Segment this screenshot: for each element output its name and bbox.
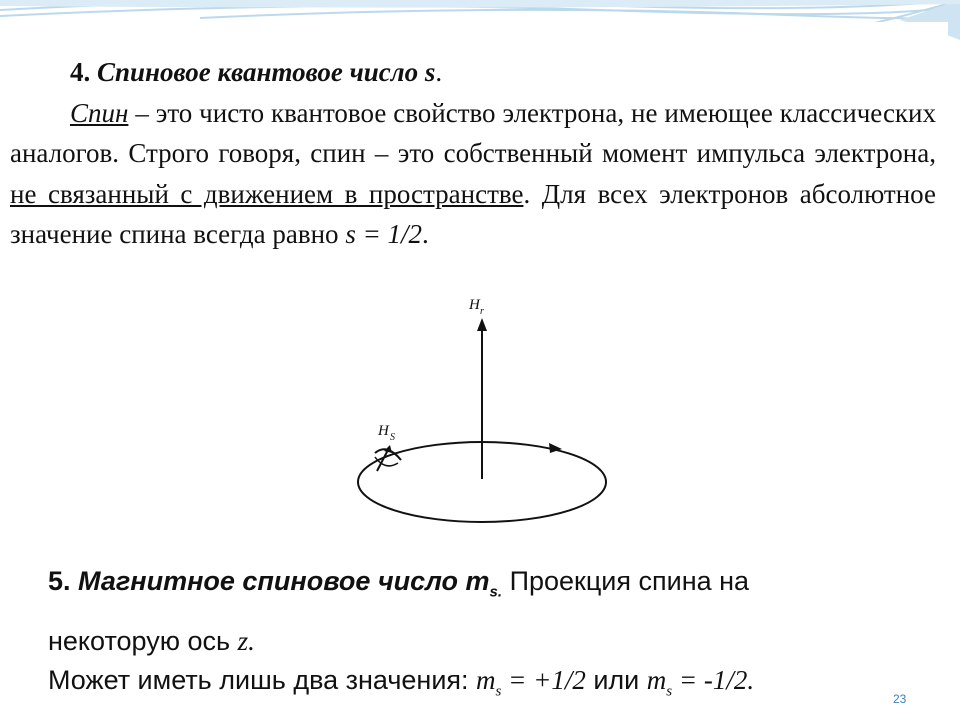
section-5-text	[48, 562, 928, 711]
ms-symbol-2: m	[646, 665, 667, 696]
hr-label-sub: r	[480, 306, 484, 317]
section-5-title-sub: s.	[489, 583, 503, 601]
spin-diagram	[343, 285, 625, 543]
section-5-title: Магнитное спиновое число m	[70, 566, 490, 596]
spin-term: Спин	[70, 97, 129, 128]
ms-symbol-1: m	[476, 665, 496, 696]
section-5-line-2-text: некоторую ось	[48, 626, 238, 657]
electron-spin-symbol	[375, 445, 401, 471]
page-number: 23	[893, 692, 907, 706]
section-5-text-a: Проекция спина на	[502, 566, 750, 596]
section-4-title: Спиновое квантовое число s	[90, 57, 436, 87]
axis-z: z.	[237, 626, 255, 657]
or-word: или	[585, 665, 647, 696]
section-4-text	[10, 52, 936, 255]
underlined-phrase: не связанный с движением в пространстве	[10, 178, 524, 209]
spin-formula: s = 1/2	[345, 219, 423, 249]
section-4-number: 4.	[70, 57, 91, 87]
hr-label: H	[469, 297, 480, 313]
section-5-line-2	[48, 621, 928, 661]
section-5-line-3-text: Может иметь лишь два значения:	[48, 665, 477, 696]
section-4-textbox	[0, 22, 948, 284]
ms-sub-1: s	[495, 683, 502, 700]
spin-diagram-svg	[343, 285, 625, 543]
hs-label-sub: S	[390, 432, 395, 443]
section-4-heading	[10, 52, 936, 93]
ms-sub-2: s	[666, 683, 673, 700]
section-4-title-end: .	[435, 57, 443, 87]
paragraph-end: .	[422, 219, 429, 249]
section-5-line-3	[48, 661, 928, 710]
paragraph-text-b: . Для всех электронов абсолютное значение спина всегда равно	[10, 178, 936, 249]
ms-value-1: = +1/2	[501, 665, 586, 696]
section-5-number: 5.	[48, 566, 71, 596]
hr-arrowhead	[477, 318, 487, 331]
section-4-paragraph	[10, 93, 936, 255]
hs-label: H	[378, 423, 389, 439]
section-5-line-1	[48, 562, 928, 611]
paragraph-text-a: – это чисто квантовое свойство электрона, не имеющее классических аналогов. Строго говоря, спин – это собственный момент импульса электрона,	[10, 97, 936, 168]
ms-value-2: = -1/2.	[672, 665, 755, 696]
